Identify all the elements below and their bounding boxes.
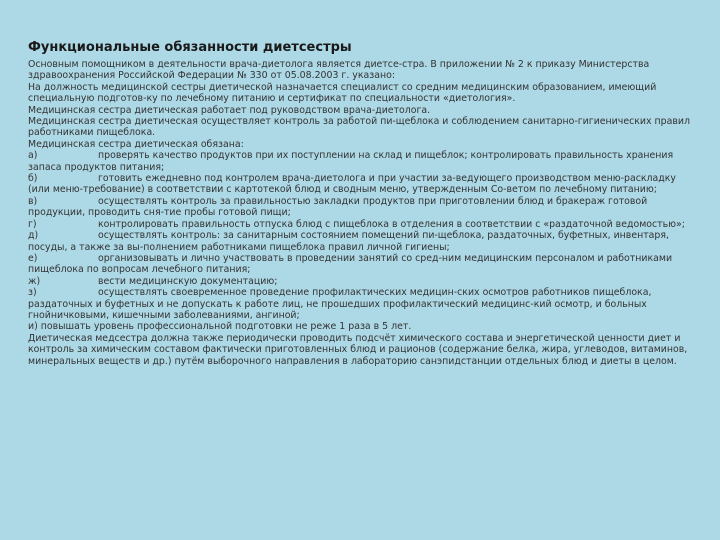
duty-item [28,287,700,321]
duty-item [28,276,700,287]
duty-text: осуществлять контроль: за санитарным состоянием помещений пи-щеблока, раздаточных, буфетных, инвентаря, посуды, а также за вы-полнением работниками пищеблока правил личной гигиены; [28,230,670,253]
duty-item [28,150,700,173]
duty-marker: б) [28,173,38,185]
duty-marker: в) [28,195,38,207]
duty-marker: д) [28,230,39,242]
intro-paragraph: Основным помощником в деятельности врача-диетолога является диетсе-стра. В приложении № 2 к приказу Министерства здравоохранения Российской Федерации № 330 от 05.08.2003 г. указано: [28,59,650,82]
duty-text: проверять качество продуктов при их поступлении на склад и пищеблок; контролировать правильность хранения запаса продуктов питания; [28,150,674,173]
extra-duty: и) повышать уровень профессиональной подготовки не реже 1 раза в 5 лет. [28,321,412,333]
intro-paragraph: Медицинская сестра диетическая обязана: [28,138,244,150]
duty-text: контролировать правильность отпуска блюд с пищеблока в отделения в соответствии с «раздаточной ведомостью»; [98,218,685,230]
page-title: Функциональные обязанности диетсестры [28,40,352,55]
document-body [28,59,700,367]
duty-marker: а) [28,150,38,162]
duty-item [28,173,700,196]
duty-text: вести медицинскую документацию; [98,275,278,287]
intro-paragraph: Медицинская сестра диетическая работает под руководством врача-диетолога. [28,104,431,116]
duty-item [28,219,700,230]
duty-marker: з) [28,287,37,299]
duty-marker: е) [28,252,38,264]
duty-item [28,253,700,276]
duty-marker: г) [28,218,37,230]
duty-text: осуществлять своевременное проведение профилактических медицин-ских осмотров работников пищеблока, раздаточных и буфетных и не допускать к работе лиц, не прошедших профилактический медицинс-кий осмотр, и больных гнойничковыми, кишечными заболеваниями, ангиной; [28,287,652,321]
duty-text: осуществлять контроль за правильностью закладки продуктов при приготовлении блюд и бракераж готовой продукции, проводить сня-тие пробы готовой пищи; [28,195,648,219]
intro-paragraph: Медицинская сестра диетическая осуществляет контроль за работой пи-щеблока и соблюдением санитарно-гигиенических правил работниками пищеблока. [28,116,690,139]
closing-paragraph: Диетическая медсестра должна также периодически проводить подсчёт химического состава и энергетической ценности диет и контроль за химическим составом фактически приготовленных блюд и рационов (содержание белка, жира, углеводов, витаминов, минеральных веществ и др.) путём выборочного направления в лабораторию санэпидстанции отдельных блюд и диеты в целом. [28,332,688,367]
duty-text: организовывать и лично участвовать в проведении занятий со сред-ним медицинским персоналом и работниками пищеблока по вопросам лечебного питания; [28,252,673,276]
duty-item [28,196,700,219]
intro-paragraph: На должность медицинской сестры диетической назначается специалист со средним медицинским образованием, имеющий специальную подготов-ку по лечебному питанию и сертификат по специальности «диетология». [28,81,657,105]
duty-item [28,230,700,253]
duty-text: готовить ежедневно под контролем врача-диетолога и при участии за-ведующего производством меню-раскладку (или меню-требование) в соответствии с картотекой блюд и сводным меню, утвержденным Со-ветом по лечебному питанию; [28,173,676,196]
duty-marker: ж) [28,275,41,287]
